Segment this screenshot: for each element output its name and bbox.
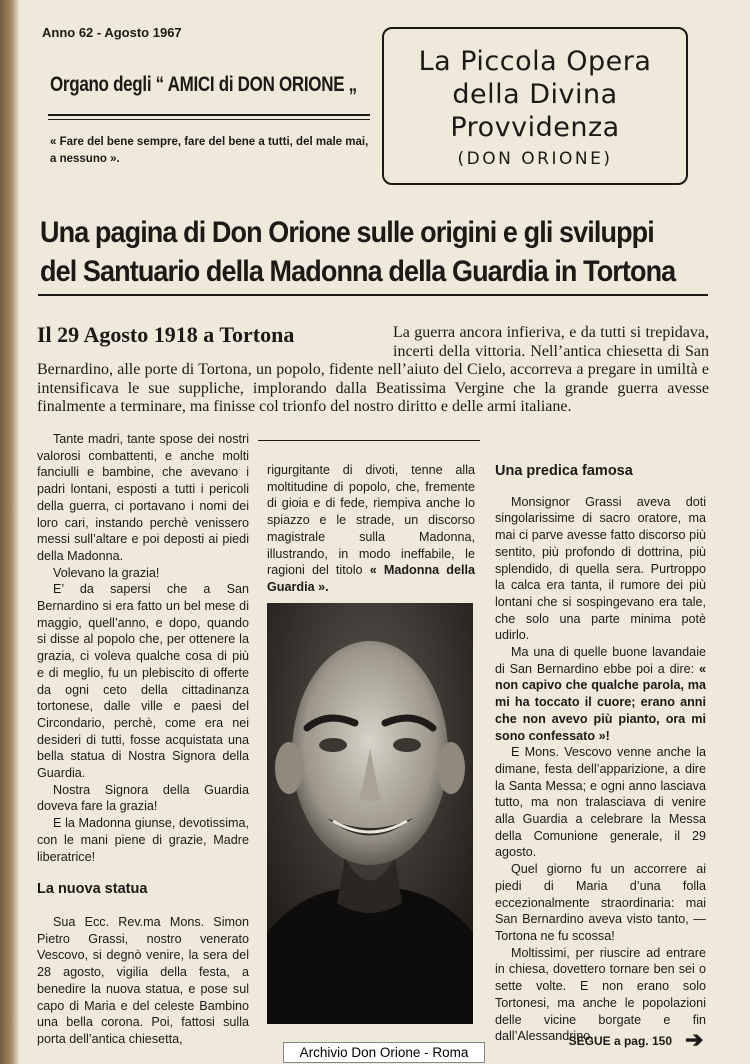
col1-paragraph: E’ da sapersi che a San Bernardino si era fatto un bel mese di maggio, quell’anno, e dopo, quando si disse al popolo che, per ottenere la grazia, ci voleva qualche cosa di più e di meglio, fu un plebiscito di offerte da ogni ceto della cittadinanza tortonese, dalle ville e paesi del Circondario, perchè, come era nei desideri di tutti, fosse acquistata una bella statua di Nostra Signora della Guardia. [37,582,249,781]
arrow-right-icon: ➔ [685,1027,704,1052]
col3-paragraph: Ma una di quelle buone lavandaie di San Bernardino ebbe poi a dire: [495,645,706,676]
masthead-line-4: (DON ORIONE) [457,149,613,169]
col2-paragraph: rigurgitante di divoti, tenne alla moltitudine di popolo, che, fremente di gioia e di fede, riempiva anche lo spiazzo e le strade, un discorso magistrale sulla Madonna, illustrando, in modo ineffabile, le ragioni del titolo [267,463,475,578]
organ-title: Organo degli “ AMICI di DON ORIONE „ [50,72,357,96]
col1-paragraph: Tante madri, tante spose dei nostri valorosi combattenti, e anche molti fanciulli e bambine, che avevano i padri lontani, esposti a tutti i pericoli della guerra, ci portavano i nomi dei loro cari, instando perchè venissero messi sull’altare e poi deposti ai piedi della Madonna. [37,432,249,563]
col1-heading: La nuova statua [37,881,148,898]
col1-paragraph: Sua Ecc. Rev.ma Mons. Simon Pietro Grassi, nostro venerato Vescovo, si degnò venire, la sera del 28 agosto, vigilia della festa, a benedire la nuova statua, e pose sul capo di Maria e del celeste Bambino una bella corona. Poi, fattosi sulla porta dell’antica chiesetta, [37,914,249,1046]
masthead-line-3: Provvidenza [450,112,620,143]
headline-line-1: Una pagina di Don Orione sulle origini e gli sviluppi [40,216,654,249]
column-3 [495,463,706,1045]
col1-paragraph: Nostra Signora della Guardia doveva fare la grazia! [37,782,249,814]
col3-heading: Una predica famosa [495,463,633,479]
portrait-of-don-orione [267,603,473,1024]
col1-paragraph: E la Madonna giunse, devotissima, con le mani piene di grazie, Madre liberatrice! [37,816,249,864]
col3-bold-quote: « non capivo che qualche parola, ma mi ha toccato il cuore; erano anni che non avevo più pianto, ora mi sono confessato »! [495,661,706,743]
page-spine-shadow [0,0,20,1064]
col1-paragraph: Volevano la grazia! [53,565,160,580]
portrait-photo [267,603,473,1024]
col3-paragraph: Monsignor Grassi aveva doti singolarissime di sacro oratore, ma mai ci parve avesse fatto discorso più sentito, più profondo di dottrina, più splendido, di quella sera. Purtroppo la calca era tanta, il rumore dei più lontani che si sospingevano era tale, che solo una parte minima potè udirlo. [495,494,706,643]
col2-top-rule [258,440,480,441]
section-subtitle: Il 29 Agosto 1918 a Tortona [37,322,295,347]
masthead-line-2: della Divina [452,79,618,110]
header-rule-bottom [48,119,370,120]
col3-paragraph: Moltissimi, per riuscire ad entrare in chiesa, dovettero tornare ben sei o sette volte. E non erano solo Tortonesi, ma anche le popolazioni delle vicine borgate e fin dall’Alessandrino. [495,945,706,1044]
archive-watermark: Archivio Don Orione - Roma [283,1042,485,1063]
lead-paragraph: La guerra ancora infieriva, e da tutti si trepidava, incerti della vittoria. Nell’antica chiesetta di San Bernardino, alle porte di Tortona, un popolo, fidente nell’aiuto del Cielo, accorreva a pregare in umiltà e intensificava le sue suppliche, implorando dalla Beatissima Vergine che la grande guerra avesse finalmente a terminare, ma finisse col trionfo del nostro diritto e delle armi italiane. [37,324,709,415]
headline-rule [38,294,708,296]
col2-bold-title: « Madonna della Guardia ». [267,563,475,594]
column-2 [267,462,475,596]
issue-date: Anno 62 - Agosto 1967 [42,25,182,40]
article-headline [40,213,708,291]
col3-paragraph: Quel giorno fu un accorrere ai piedi di Maria d’una folla eccezionalmente straordinaria: mai San Bernardino aveva visto tanto, — Tortona ne fu scossa! [495,862,706,943]
continued-notice: SEGUE a pag. 150 [568,1034,672,1048]
motto: « Fare del bene sempre, fare del bene a tutti, del male mai, a nessuno ». [50,136,369,165]
masthead-line-1: La Piccola Opera [418,46,652,77]
column-1 [37,431,249,1048]
masthead-box [382,27,688,185]
col3-paragraph: E Mons. Vescovo venne anche la dimane, festa dell’apparizione, a dire la Santa Messa; e ogni anno lasciava tutto, ma non tralasciava di venire alla Guardia a celebrare la Messa della Comunione generale, il 29 agosto. [495,745,706,860]
header-rule-top [48,114,370,116]
headline-line-2: del Santuario della Madonna della Guardia in Tortona [40,255,676,288]
